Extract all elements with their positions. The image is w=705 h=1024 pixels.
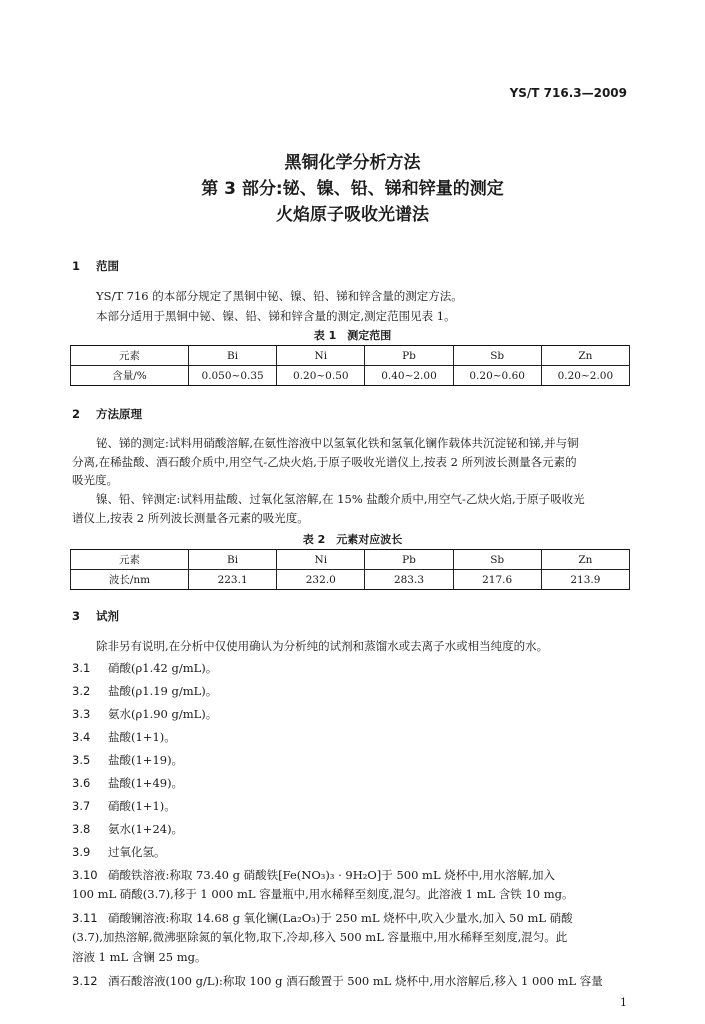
- list-item: 3.2 盐酸(ρ1.19 g/mL)。: [72, 684, 218, 698]
- list-item: 3.4 盐酸(1+1)。: [72, 730, 176, 744]
- table-cell: 元素: [71, 346, 189, 366]
- paragraph-line: 铋、锑的测定:试料用硝酸溶解,在氨性溶液中以氢氧化铁和氢氧化镧作载体共沉淀铋和锑,并与铜: [96, 436, 579, 450]
- standard-code: YS/T 716.3—2009: [509, 86, 627, 100]
- table-cell: 波长/nm: [71, 570, 189, 590]
- table-1-caption: 表 1 测定范围: [313, 329, 392, 342]
- table-cell: Bi: [189, 550, 277, 570]
- table-cell: Zn: [541, 346, 629, 366]
- table-cell: 含量/%: [71, 366, 189, 386]
- table-cell: Sb: [453, 346, 541, 366]
- table-row: [71, 550, 630, 570]
- title-line-1: 黑铜化学分析方法: [284, 153, 421, 173]
- table-cell: Bi: [189, 346, 277, 366]
- section-title: 方法原理: [96, 407, 142, 421]
- table-cell: 213.9: [541, 570, 629, 590]
- section-3-heading: [72, 608, 119, 624]
- section-number: 3: [72, 609, 81, 623]
- table-cell: Pb: [365, 550, 453, 570]
- section-2-heading: [72, 406, 142, 422]
- table-cell: Sb: [453, 550, 541, 570]
- table-cell: 223.1: [189, 570, 277, 590]
- list-item: 3.8 氨水(1+24)。: [72, 822, 184, 836]
- table-row: [71, 570, 630, 590]
- table-cell: Ni: [277, 346, 365, 366]
- list-item: 3.3 氨水(ρ1.90 g/mL)。: [72, 707, 218, 721]
- table-cell: 0.20~0.50: [277, 366, 365, 386]
- paragraph-line: 100 mL 硝酸(3.7),移于 1 000 mL 容量瓶中,用水稀释至刻度,混匀。此溶液 1 mL 含铁 10 mg。: [72, 887, 574, 901]
- table-2-caption: 表 2 元素对应波长: [302, 533, 403, 546]
- title-line-3: 火焰原子吸收光谱法: [276, 205, 429, 225]
- page-number: 1: [620, 996, 627, 1009]
- table-1: [70, 345, 630, 386]
- paragraph: YS/T 716 的本部分规定了黑铜中铋、镍、铅、锑和锌含量的测定方法。: [96, 289, 463, 303]
- table-2: [70, 549, 630, 590]
- paragraph-line: 分离,在稀盐酸、酒石酸介质中,用空气-乙炔火焰,于原子吸收光谱仪上,按表 2 所列波长测量各元素的: [72, 455, 577, 469]
- table-cell: 232.0: [277, 570, 365, 590]
- section-title: 范围: [96, 259, 119, 273]
- table-cell: 0.40~2.00: [365, 366, 453, 386]
- list-item: 3.10 硝酸铁溶液:称取 73.40 g 硝酸铁[Fe(NO₃)₃ · 9H₂O]于 500 mL 烧杯中,用水溶解,加入: [72, 868, 556, 882]
- table-cell: 217.6: [453, 570, 541, 590]
- table-cell: Zn: [541, 550, 629, 570]
- table-cell: Ni: [277, 550, 365, 570]
- table-cell: 0.20~0.60: [453, 366, 541, 386]
- paragraph-line: 谱仪上,按表 2 所列波长测量各元素的吸光度。: [72, 511, 309, 525]
- paragraph-line: (3.7),加热溶解,微沸驱除氮的氧化物,取下,冷却,移入 500 mL 容量瓶中,用水稀释至刻度,混匀。此: [72, 930, 568, 944]
- paragraph-line: 镍、铅、锌测定:试料用盐酸、过氧化氢溶解,在 15% 盐酸介质中,用空气-乙炔火焰,于原子吸收光: [96, 492, 585, 506]
- list-item: 3.9 过氧化氢。: [72, 845, 166, 859]
- list-item: 3.1 硝酸(ρ1.42 g/mL)。: [72, 661, 218, 675]
- table-cell: 元素: [71, 550, 189, 570]
- section-title: 试剂: [96, 609, 119, 623]
- list-item: 3.12 酒石酸溶液(100 g/L):称取 100 g 酒石酸置于 500 mL 烧杯中,用水溶解后,移入 1 000 mL 容量: [72, 974, 603, 988]
- table-cell: Pb: [365, 346, 453, 366]
- list-item: 3.7 硝酸(1+1)。: [72, 799, 176, 813]
- table-cell: 283.3: [365, 570, 453, 590]
- title-line-2: 第 3 部分:铋、镍、铅、锑和锌量的测定: [201, 179, 504, 199]
- list-item: 3.5 盐酸(1+19)。: [72, 753, 184, 767]
- paragraph-line: 吸光度。: [72, 473, 118, 487]
- paragraph: 本部分适用于黑铜中铋、镍、铅、锑和锌含量的测定,测定范围见表 1。: [96, 309, 456, 323]
- paragraph-line: 溶液 1 mL 含镧 25 mg。: [72, 950, 207, 964]
- section-number: 2: [72, 407, 81, 421]
- section-number: 1: [72, 259, 81, 273]
- table-cell: 0.050~0.35: [189, 366, 277, 386]
- table-cell: 0.20~2.00: [541, 366, 629, 386]
- list-item: 3.6 盐酸(1+49)。: [72, 776, 184, 790]
- section-1-heading: [72, 258, 119, 274]
- table-row: [71, 346, 630, 366]
- paragraph: 除非另有说明,在分析中仅使用确认为分析纯的试剂和蒸馏水或去离子水或相当纯度的水。: [96, 639, 549, 653]
- table-row: [71, 366, 630, 386]
- list-item: 3.11 硝酸镧溶液:称取 14.68 g 氧化镧(La₂O₃)于 250 mL 烧杯中,吹入少量水,加入 50 mL 硝酸: [72, 911, 573, 925]
